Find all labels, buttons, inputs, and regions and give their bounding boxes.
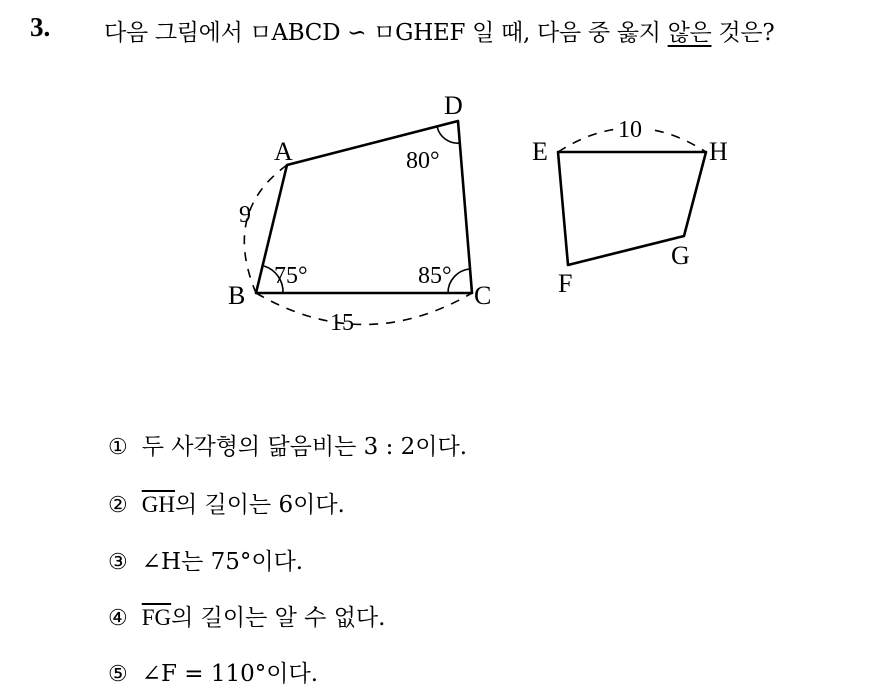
- choice-2-mark: ②: [108, 493, 128, 518]
- question-text-post: 것은?: [711, 20, 775, 46]
- vertex-label-e: E: [532, 137, 548, 166]
- vertex-label-b: B: [228, 281, 246, 310]
- question-text-underlined: 않은: [667, 20, 712, 46]
- angle-label-d: 80°: [406, 148, 440, 174]
- vertex-label-a: A: [274, 137, 293, 166]
- choice-4-text: [142, 599, 386, 632]
- choice-3-text: [142, 543, 303, 576]
- choice-4-segment: $\overline{FG}$: [141, 605, 172, 630]
- choice-2[interactable]: [108, 486, 345, 519]
- angle-label-b: 75°: [274, 263, 308, 289]
- angle-label-c: 85°: [418, 263, 452, 289]
- choice-5[interactable]: [108, 655, 318, 688]
- dashed-arc-bc: [256, 293, 472, 325]
- choice-3-mark: ③: [108, 550, 128, 575]
- choice-2-text: [142, 486, 345, 519]
- choice-3-text-pre: ∠H는 75°이다.: [141, 549, 304, 575]
- choice-2-segment: $\overline{GH}$: [141, 492, 175, 517]
- choice-4-mark: ④: [108, 606, 128, 631]
- vertex-label-c: C: [474, 281, 492, 310]
- choice-1-text: [142, 428, 467, 461]
- choice-1-text-pre: 두 사각형의 닮음비는 3 : 2이다.: [141, 434, 468, 460]
- choice-4-text-post: 의 길이는 알 수 없다.: [171, 605, 386, 631]
- choice-5-text-pre: ∠F = 110°이다.: [141, 661, 319, 687]
- question-text-pre: 다음 그림에서 ㅁABCD ∽ ㅁGHEF 일 때, 다음 중 옳지: [104, 20, 668, 46]
- angle-arc-d: [437, 126, 460, 143]
- vertex-label-f: F: [558, 269, 573, 298]
- question-number: 3.: [30, 12, 51, 42]
- length-label-ab: 9: [239, 202, 251, 228]
- choice-2-text-post: 의 길이는 6이다.: [174, 492, 345, 518]
- length-label-eh: 10: [618, 117, 642, 143]
- vertex-label-h: H: [709, 137, 728, 166]
- vertex-label-g: G: [671, 241, 690, 270]
- vertex-label-d: D: [444, 91, 463, 120]
- choice-4[interactable]: [108, 599, 385, 632]
- choice-5-text: [142, 655, 318, 688]
- choice-1[interactable]: [108, 428, 467, 461]
- length-label-bc: 15: [330, 310, 354, 336]
- choice-5-mark: ⑤: [108, 662, 128, 687]
- choice-1-mark: ①: [108, 435, 128, 460]
- choice-3[interactable]: [108, 543, 303, 576]
